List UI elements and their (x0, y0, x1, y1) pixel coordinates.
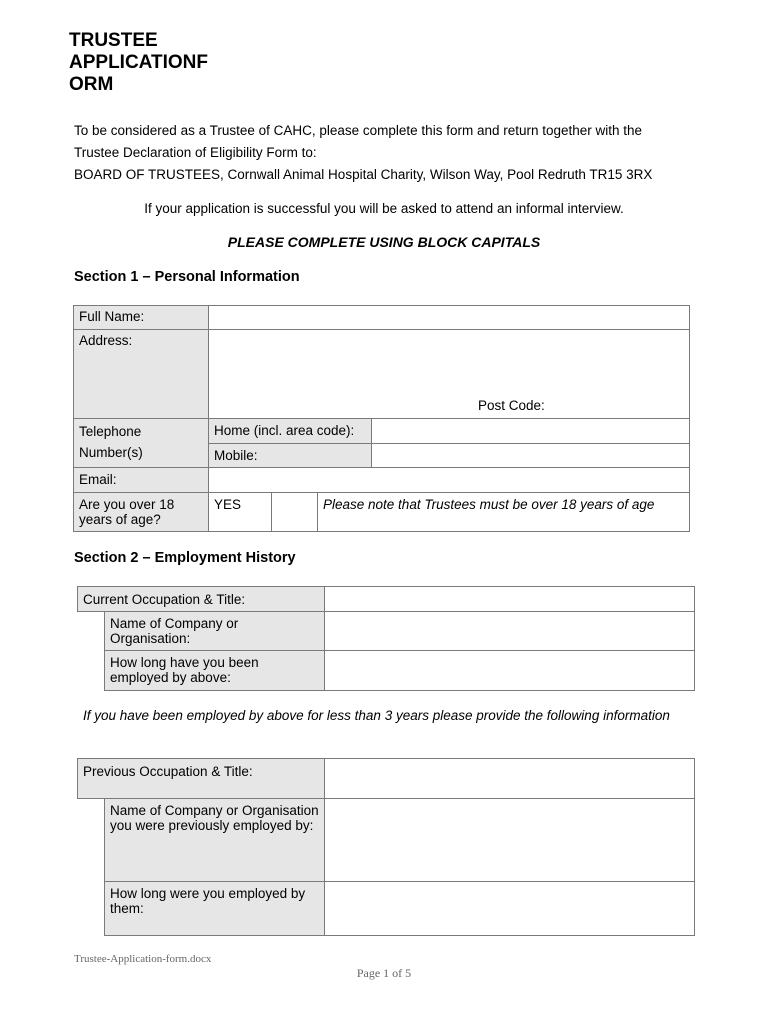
previous-occupation-field[interactable] (324, 758, 695, 799)
telephone-label-line-1: Telephone (79, 424, 142, 439)
previous-company-field[interactable] (324, 798, 695, 882)
over-18-checkbox[interactable] (271, 492, 318, 532)
post-code-label: Post Code: (478, 398, 545, 413)
page-number: Page 1 of 5 (356, 966, 412, 980)
previous-occupation-label: Previous Occupation & Title: (77, 758, 325, 799)
form-title (69, 30, 208, 96)
company-label: Name of Company or Organisation: (104, 611, 325, 651)
full-name-label: Full Name: (73, 305, 209, 330)
section-2-heading: Section 2 – Employment History (74, 550, 296, 566)
title-line-1: TRUSTEE (69, 30, 158, 51)
previous-how-long-field[interactable] (324, 881, 695, 936)
address-label: Address: (73, 329, 209, 419)
email-field[interactable] (208, 467, 690, 493)
previous-company-label: Name of Company or Organisation you were previously employed by: (104, 798, 325, 882)
how-long-field[interactable] (324, 650, 695, 691)
how-long-label: How long have you been employed by above: (104, 650, 325, 691)
telephone-label-line-2: Number(s) (79, 445, 143, 460)
current-occupation-label: Current Occupation & Title: (77, 586, 325, 612)
telephone-label (73, 418, 209, 468)
full-name-field[interactable] (208, 305, 690, 330)
current-occupation-field[interactable] (324, 586, 695, 612)
home-phone-label: Home (incl. area code): (208, 418, 372, 444)
home-phone-field[interactable] (371, 418, 690, 444)
over-18-note: Please note that Trustees must be over 18 years of age (317, 492, 690, 532)
employment-note: If you have been employed by above for less than 3 years please provide the following information (83, 708, 670, 723)
mobile-field[interactable] (371, 443, 690, 468)
over-18-label: Are you over 18 years of age? (73, 492, 209, 532)
intro-line-2: Trustee Declaration of Eligibility Form to: (74, 145, 317, 160)
intro-paragraph (74, 120, 652, 186)
address-field[interactable] (208, 329, 690, 419)
interview-notice: If your application is successful you will be asked to attend an informal interview. (144, 201, 624, 216)
title-line-2: APPLICATIONF (69, 52, 208, 73)
footer-filename: Trustee-Application-form.docx (74, 953, 212, 965)
company-field[interactable] (324, 611, 695, 651)
title-line-3: ORM (69, 74, 114, 95)
intro-line-1: To be considered as a Trustee of CAHC, please complete this form and return together with the (74, 123, 643, 138)
section-1-heading: Section 1 – Personal Information (74, 269, 300, 285)
block-capitals-instruction: PLEASE COMPLETE USING BLOCK CAPITALS (227, 234, 541, 250)
intro-line-3: BOARD OF TRUSTEES, Cornwall Animal Hospital Charity, Wilson Way, Pool Redruth TR15 3RX (74, 167, 653, 182)
mobile-label: Mobile: (208, 443, 372, 468)
email-label: Email: (73, 467, 209, 493)
previous-how-long-label: How long were you employed by them: (104, 881, 325, 936)
yes-label: YES (208, 492, 272, 532)
